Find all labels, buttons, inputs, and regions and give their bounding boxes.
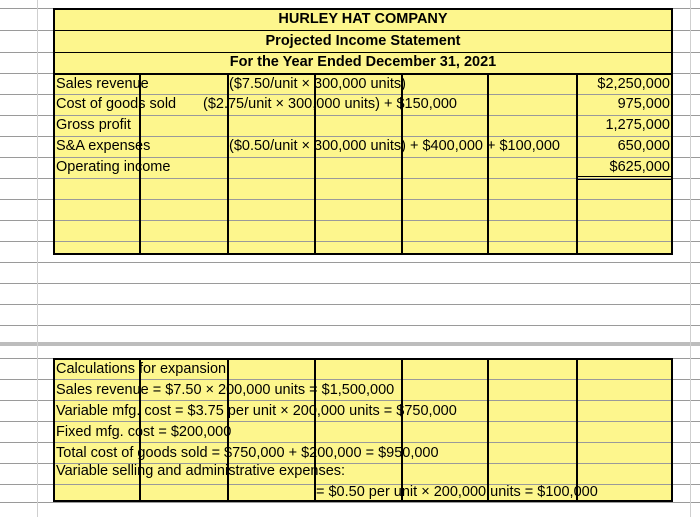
row-amount[interactable]: 1,275,000 (605, 117, 670, 133)
row-calculation[interactable]: ($0.50/unit × 300,000 units) + $400,000 + $100,000 (229, 138, 560, 154)
statement-period: For the Year Ended December 31, 2021 (229, 54, 497, 70)
calculation-line[interactable]: = $0.50 per unit × 200,000 units = $100,000 (316, 484, 598, 500)
row-amount[interactable]: 975,000 (617, 96, 670, 112)
calculation-line[interactable]: Variable selling and administrative expenses: (56, 463, 346, 479)
row-label[interactable]: Gross profit (56, 117, 131, 133)
row-label[interactable]: Sales revenue (56, 76, 149, 92)
calculation-line[interactable]: Calculations for expansion: (56, 361, 231, 377)
statement-title: Projected Income Statement (265, 33, 461, 49)
calculation-line[interactable]: Sales revenue = $7.50 × 200,000 units = $1,500,000 (56, 382, 395, 398)
row-calculation[interactable]: ($7.50/unit × 300,000 units) (229, 76, 406, 92)
company-name: HURLEY HAT COMPANY (278, 11, 448, 27)
row-label[interactable]: Cost of goods sold (56, 96, 177, 112)
calculation-line[interactable]: Fixed mfg. cost = $200,000 (56, 424, 232, 440)
calculation-line[interactable]: Variable mfg. cost = $3.75 per unit × 200,000 units = $750,000 (56, 403, 457, 419)
row-amount[interactable]: $625,000 (609, 159, 670, 175)
calculation-line[interactable]: Total cost of goods sold = $750,000 + $200,000 = $950,000 (56, 445, 439, 461)
row-label[interactable]: S&A expenses (56, 138, 151, 154)
row-label[interactable]: Operating income (56, 159, 171, 175)
row-amount[interactable]: 650,000 (617, 138, 670, 154)
row-calculation[interactable]: ($2.75/unit × 300,000 units) + $150,000 (203, 96, 457, 112)
row-amount[interactable]: $2,250,000 (597, 76, 670, 92)
